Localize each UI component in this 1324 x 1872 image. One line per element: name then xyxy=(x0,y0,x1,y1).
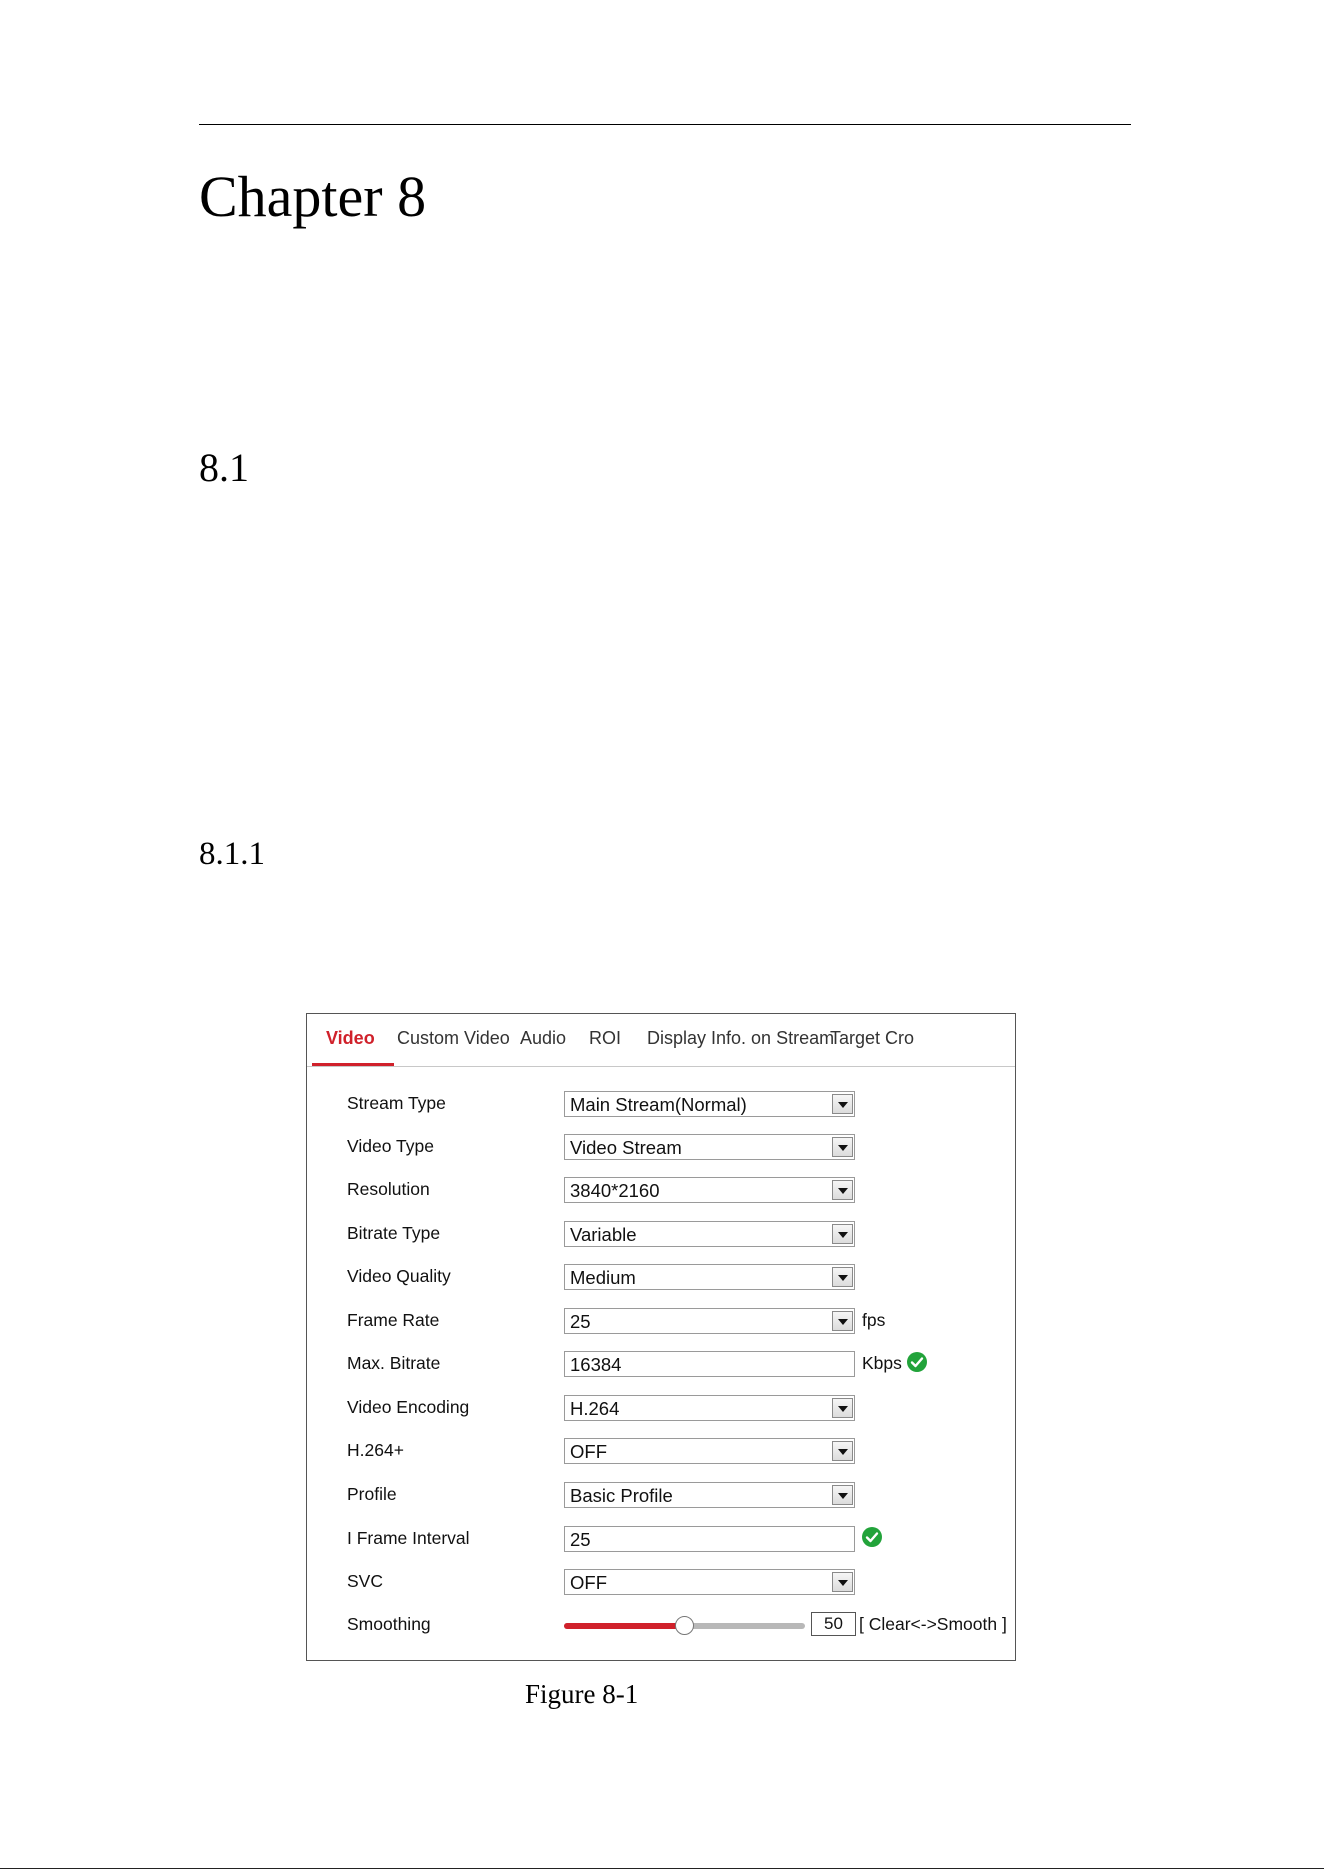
chevron-down-icon[interactable] xyxy=(832,1572,853,1592)
frame-rate-select[interactable] xyxy=(564,1308,855,1334)
chapter-title: Chapter 8 xyxy=(199,164,427,229)
subsection-number: 8.1.1 xyxy=(199,836,265,872)
i-frame-interval-value: 25 xyxy=(570,1529,591,1550)
profile-select[interactable] xyxy=(564,1482,855,1508)
section-number: 8.1 xyxy=(199,445,249,490)
svc-value: OFF xyxy=(570,1572,607,1593)
header-rule xyxy=(199,124,1131,125)
chevron-down-icon[interactable] xyxy=(832,1311,853,1331)
tab-custom-video[interactable]: Custom Video xyxy=(397,1028,510,1048)
tab-display-info-on-stream[interactable]: Display Info. on Stream xyxy=(647,1028,835,1048)
video-type-label: Video Type xyxy=(347,1136,434,1156)
max-bitrate-label: Max. Bitrate xyxy=(347,1353,441,1373)
resolution-select[interactable] xyxy=(564,1177,855,1203)
footer-rule xyxy=(0,1868,1324,1869)
resolution-value: 3840*2160 xyxy=(570,1180,660,1201)
chevron-down-icon[interactable] xyxy=(832,1137,853,1157)
profile-value: Basic Profile xyxy=(570,1485,673,1506)
smoothing-range-label: [ Clear<->Smooth ] xyxy=(859,1614,1007,1634)
profile-label: Profile xyxy=(347,1484,397,1504)
frame-rate-label: Frame Rate xyxy=(347,1310,440,1330)
tab-audio[interactable]: Audio xyxy=(520,1028,567,1048)
i-frame-interval-label: I Frame Interval xyxy=(347,1528,470,1548)
check-circle-icon xyxy=(862,1527,882,1547)
h264-plus-select[interactable] xyxy=(564,1438,855,1464)
max-bitrate-input[interactable] xyxy=(564,1351,855,1377)
stream-type-label: Stream Type xyxy=(347,1093,446,1113)
h264-plus-value: OFF xyxy=(570,1441,607,1462)
smoothing-label: Smoothing xyxy=(347,1614,431,1634)
active-tab-indicator xyxy=(312,1063,394,1066)
video-type-select[interactable] xyxy=(564,1134,855,1160)
check-circle-icon xyxy=(907,1352,927,1372)
video-encoding-value: H.264 xyxy=(570,1398,620,1419)
frame-rate-unit: fps xyxy=(862,1310,886,1330)
smoothing-slider-handle[interactable] xyxy=(675,1616,694,1635)
video-encoding-select[interactable] xyxy=(564,1395,855,1421)
svc-label: SVC xyxy=(347,1571,383,1591)
tab-roi[interactable]: ROI xyxy=(589,1028,622,1048)
smoothing-value-box[interactable]: 50 xyxy=(811,1612,856,1636)
svc-select[interactable] xyxy=(564,1569,855,1595)
i-frame-interval-input[interactable] xyxy=(564,1526,855,1552)
chevron-down-icon[interactable] xyxy=(832,1398,853,1418)
chevron-down-icon[interactable] xyxy=(832,1094,853,1114)
h264-plus-label: H.264+ xyxy=(347,1440,404,1460)
frame-rate-value: 25 xyxy=(570,1311,591,1332)
max-bitrate-value: 16384 xyxy=(570,1354,622,1375)
chevron-down-icon[interactable] xyxy=(832,1441,853,1461)
figure-caption: Figure 8-1 xyxy=(525,1679,639,1709)
video-quality-select[interactable] xyxy=(564,1264,855,1290)
tab-bar xyxy=(307,1014,1015,1067)
video-quality-label: Video Quality xyxy=(347,1266,451,1286)
chevron-down-icon[interactable] xyxy=(832,1224,853,1244)
video-settings-screenshot xyxy=(306,1013,1016,1661)
chevron-down-icon[interactable] xyxy=(832,1180,853,1200)
resolution-label: Resolution xyxy=(347,1179,430,1199)
stream-type-value: Main Stream(Normal) xyxy=(570,1094,747,1115)
video-quality-value: Medium xyxy=(570,1267,636,1288)
bitrate-type-value: Variable xyxy=(570,1224,637,1245)
max-bitrate-unit: Kbps xyxy=(862,1353,902,1373)
stream-type-select[interactable] xyxy=(564,1091,855,1117)
tab-video[interactable]: Video xyxy=(326,1028,375,1048)
video-type-value: Video Stream xyxy=(570,1137,682,1158)
chevron-down-icon[interactable] xyxy=(832,1267,853,1287)
bitrate-type-select[interactable] xyxy=(564,1221,855,1247)
bitrate-type-label: Bitrate Type xyxy=(347,1223,441,1243)
video-encoding-label: Video Encoding xyxy=(347,1397,470,1417)
chevron-down-icon[interactable] xyxy=(832,1485,853,1505)
smoothing-slider-fill xyxy=(564,1623,684,1629)
tab-target-cropping[interactable]: Target Cro xyxy=(830,1028,915,1048)
